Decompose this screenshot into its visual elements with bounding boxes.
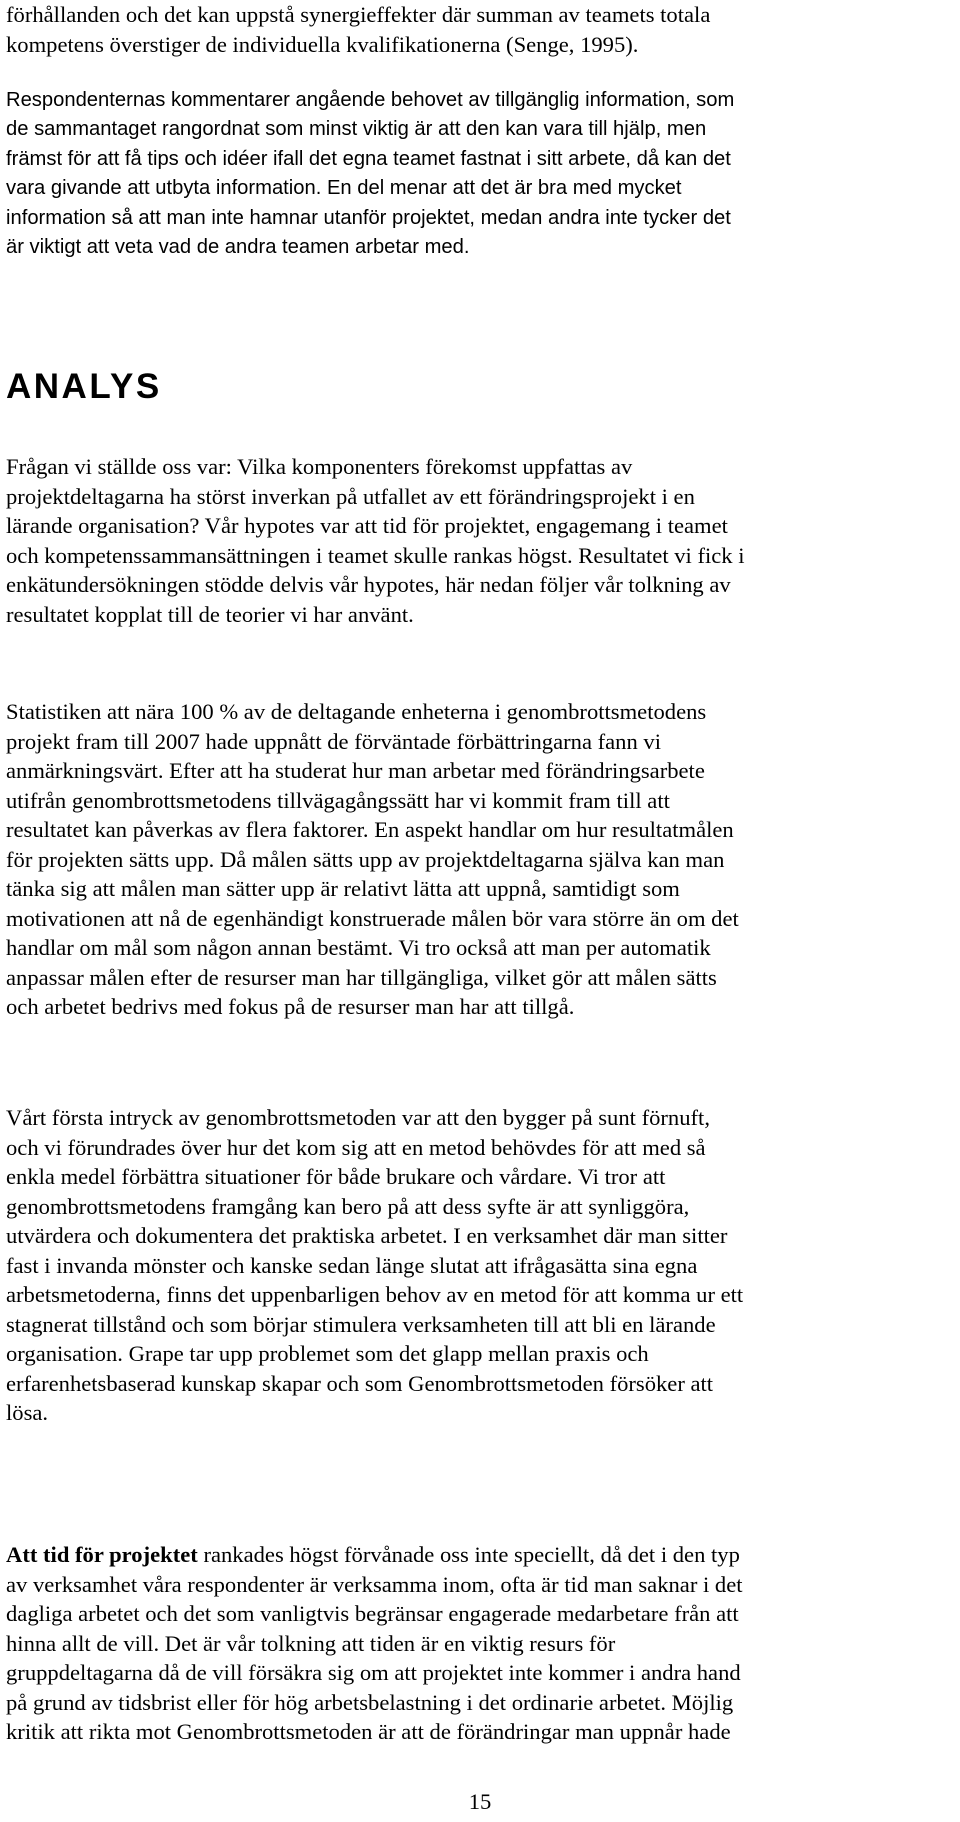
text-line: Statistiken att nära 100 % av de deltagande enheterna i genombrottsmetodens bbox=[6, 699, 707, 724]
text-line: främst för att få tips och idéer ifall det egna teamet fastnat i sitt arbete, då kan det bbox=[6, 147, 731, 170]
text-line: utvärdera och dokumentera det praktiska arbetet. I en verksamhet där man sitter bbox=[6, 1223, 728, 1248]
text-line: tänka sig att målen man sätter upp är relativt lätta att uppnå, samtidigt som bbox=[6, 876, 680, 901]
text-line: resultatet kan påverkas av flera faktorer. En aspekt handlar om hur resultatmålen bbox=[6, 817, 734, 842]
text-line: utifrån genombrottsmetodens tillvägagångssätt har vi kommit fram till att bbox=[6, 787, 670, 813]
text-line: på grund av tidsbrist eller för hög arbetsbelastning i det ordinarie arbetet. Möjlig bbox=[6, 1689, 734, 1715]
text-line: information så att man inte hamnar utanför projektet, medan andra inte tycker det bbox=[6, 206, 731, 229]
text-line: kompetens överstiger de individuella kvalifikationerna (Senge, 1995). bbox=[6, 31, 639, 57]
text-line: hinna allt de vill. Det är vår tolkning att tiden är en viktig resurs för bbox=[6, 1630, 616, 1656]
text-line bbox=[6, 1540, 743, 1570]
text-line: enkla medel förbättra situationer för både brukare och vårdare. Vi tror att bbox=[6, 1164, 666, 1189]
text-line: lösa. bbox=[6, 1400, 49, 1425]
text-line: Frågan vi ställde oss var: Vilka komponenters förekomst uppfattas av bbox=[6, 454, 633, 479]
respondents-paragraph bbox=[6, 86, 734, 262]
text-fragment: rankades högst förvånade oss inte speciellt, då det i den typ bbox=[197, 1542, 740, 1567]
text-line: och arbetet bedrivs med fokus på de resurser man har att tillgå. bbox=[6, 994, 575, 1019]
text-line: arbetsmetoderna, finns det uppenbarligen behov av en metod för att komma ur ett bbox=[6, 1282, 744, 1307]
text-line: och vi förundrades över hur det kom sig att en metod behövdes för att med så bbox=[6, 1134, 706, 1160]
text-line: handlar om mål som någon annan bestämt. Vi tro också att man per automatik bbox=[6, 935, 711, 960]
text-line: organisation. Grape tar upp problemet som det glapp mellan praxis och bbox=[6, 1341, 649, 1366]
text-line: kritik att rikta mot Genombrottsmetoden är att de förändringar man uppnår hade bbox=[6, 1719, 731, 1744]
text-line: projekt fram till 2007 hade uppnått de förväntade förbättringarna fann vi bbox=[6, 728, 661, 754]
time-paragraph bbox=[6, 1540, 743, 1747]
text-line: dagliga arbetet och det som vanligtvis begränsar engagerade medarbetare från att bbox=[6, 1601, 739, 1626]
text-line: av verksamhet våra respondenter är verksamma inom, ofta är tid man saknar i det bbox=[6, 1571, 743, 1597]
text-line: genombrottsmetodens framgång kan bero på att dess syfte är att synliggöra, bbox=[6, 1193, 690, 1219]
section-heading: ANALYS bbox=[6, 367, 162, 406]
text-line: lärande organisation? Vår hypotes var att tid för projektet, engagemang i teamet bbox=[6, 513, 728, 538]
text-line: och kompetenssammansättningen i teamet skulle rankas högst. Resultatet vi fick i bbox=[6, 542, 745, 568]
page-number: 15 bbox=[468, 1789, 492, 1814]
text-line: projektdeltagarna ha störst inverkan på utfallet av ett förändringsprojekt i en bbox=[6, 483, 695, 509]
text-line: för projekten sätts upp. Då målen sätts upp av projektdeltagarna själva kan man bbox=[6, 846, 725, 872]
text-line: anmärkningsvärt. Efter att ha studerat hur man arbetar med förändringsarbete bbox=[6, 758, 705, 783]
text-line: gruppdeltagarna då de vill försäkra sig om att projektet inte kommer i andra hand bbox=[6, 1660, 741, 1685]
first-impression-paragraph bbox=[6, 1103, 743, 1428]
text-line: erfarenhetsbaserad kunskap skapar och som Genombrottsmetoden försöker att bbox=[6, 1370, 714, 1396]
analysis-intro-paragraph bbox=[6, 452, 745, 629]
text-line: Vårt första intryck av genombrottsmetoden var att den bygger på sunt förnuft, bbox=[6, 1105, 710, 1130]
text-line: Respondenternas kommentarer angående behovet av tillgänglig information, som bbox=[6, 89, 735, 111]
text-line: enkätundersökningen stödde delvis vår hypotes, här nedan följer vår tolkning av bbox=[6, 572, 731, 597]
bold-lead-phrase: Att tid för projektet bbox=[6, 1542, 198, 1567]
text-line: anpassar målen efter de resurser man har tillgängliga, vilket gör att målen sätts bbox=[6, 964, 717, 990]
text-line: stagnerat tillstånd och som börjar stimulera verksamheten till att bli en lärande bbox=[6, 1311, 716, 1337]
text-line: fast i invanda mönster och kanske sedan länge slutat att ifrågasätta sina egna bbox=[6, 1252, 698, 1278]
intro-paragraph bbox=[6, 0, 710, 59]
text-line: vara givande att utbyta information. En del menar att det är bra med mycket bbox=[6, 177, 682, 200]
text-line: resultatet kopplat till de teorier vi har använt. bbox=[6, 601, 414, 627]
text-line: motivationen att nå de egenhändigt konstruerade målen bör vara större än om det bbox=[6, 905, 739, 931]
text-line: förhållanden och det kan uppstå synergieffekter där summan av teamets totala bbox=[6, 2, 711, 27]
statistics-paragraph bbox=[6, 697, 739, 1022]
text-line: de sammantaget rangordnat som minst viktig är att den kan vara till hjälp, men bbox=[6, 118, 707, 141]
text-line: är viktigt att veta vad de andra teamen arbetar med. bbox=[6, 236, 470, 259]
